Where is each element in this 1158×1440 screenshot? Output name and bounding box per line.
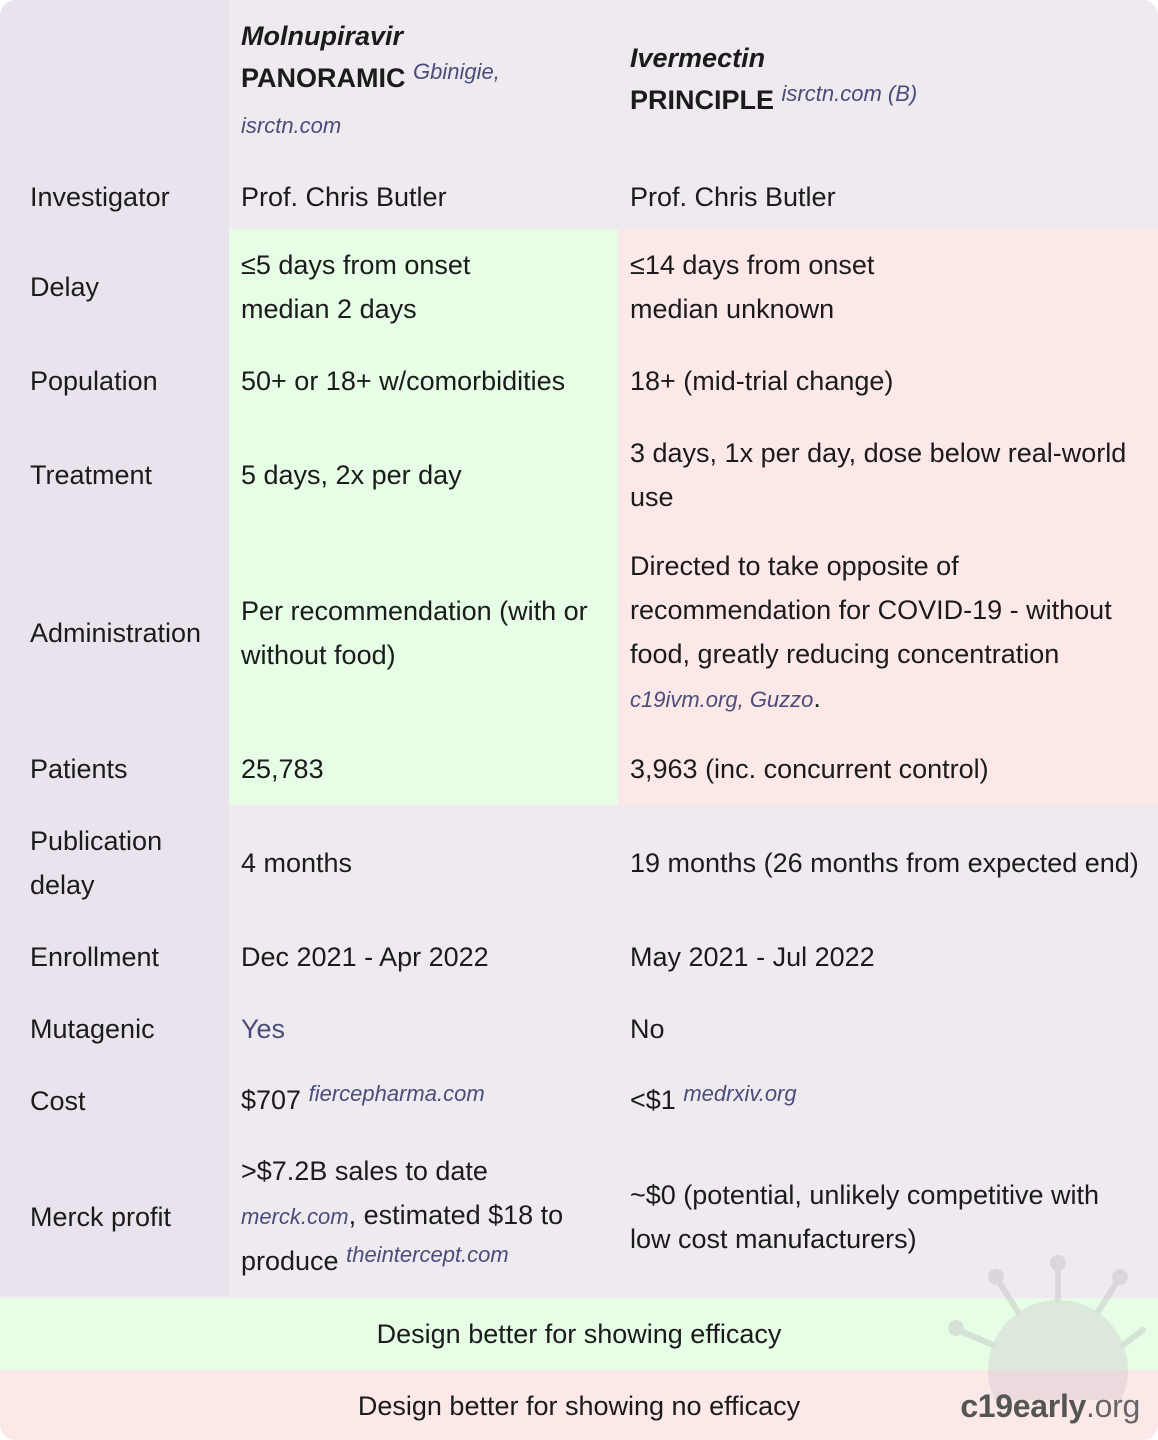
cell-left: Prof. Chris Butler: [229, 165, 618, 229]
cell-left: Per recommendation (with or without food): [229, 533, 618, 733]
ref-link[interactable]: Gbinigie,: [413, 59, 500, 84]
ref-link[interactable]: isrctn.com (B): [781, 81, 918, 106]
ref-link[interactable]: medrxiv.org: [683, 1081, 797, 1106]
brand-suffix: .org: [1086, 1388, 1140, 1424]
brand-main: c19early: [960, 1388, 1087, 1424]
cell-left: 4 months: [229, 805, 618, 921]
ref-link[interactable]: theintercept.com: [346, 1241, 509, 1267]
cell-left: Dec 2021 - Apr 2022: [229, 921, 618, 993]
cell-text: ≤14 days from onset: [630, 250, 875, 280]
brand-logo[interactable]: [960, 1388, 1140, 1425]
cell-left: 50+ or 18+ w/comorbidities: [229, 345, 618, 417]
drug-name-left: Molnupiravir: [241, 21, 404, 51]
row-label: Cost: [0, 1065, 229, 1137]
row-publication-delay: [0, 805, 1158, 921]
trial-name-right: PRINCIPLE: [630, 85, 775, 115]
row-investigator: [0, 165, 1158, 229]
cell-text: $707: [241, 1085, 302, 1115]
row-label: Merck profit: [0, 1137, 229, 1296]
row-label: Treatment: [0, 417, 229, 533]
cell-right: May 2021 - Jul 2022: [618, 921, 1158, 993]
cell-right: Prof. Chris Butler: [618, 165, 1158, 229]
row-delay: [0, 229, 1158, 345]
ref-link[interactable]: fiercepharma.com: [308, 1081, 485, 1106]
cell-text: median 2 days: [241, 294, 417, 324]
row-patients: [0, 733, 1158, 805]
ref-link[interactable]: merck.com: [241, 1203, 349, 1229]
virus-watermark-icon: [938, 1250, 1148, 1400]
row-cost: [0, 1065, 1158, 1137]
trial-name-left: PANORAMIC: [241, 63, 406, 93]
row-label: Mutagenic: [0, 993, 229, 1065]
cell-left: [229, 1065, 618, 1137]
row-treatment: [0, 417, 1158, 533]
cell-right: ~$0 (potential, unlikely competitive with low cost manufacturers): [618, 1137, 1158, 1296]
legend-green: Design better for showing efficacy: [0, 1298, 1158, 1370]
ref-link[interactable]: c19ivm.org, Guzzo: [630, 687, 814, 712]
row-label: Administration: [0, 533, 229, 733]
header-row: [0, 0, 1158, 165]
row-population: [0, 345, 1158, 417]
row-administration: [0, 533, 1158, 733]
header-left: [229, 0, 618, 165]
cell-right: No: [618, 993, 1158, 1065]
cell-text: >$7.2B sales to date: [241, 1155, 488, 1186]
cell-right: 18+ (mid-trial change): [618, 345, 1158, 417]
cell-right: [618, 1065, 1158, 1137]
cell-text: , estimated $18 to produce: [241, 1199, 564, 1276]
cell-text: median unknown: [630, 294, 835, 324]
row-label: Publication delay: [0, 805, 229, 921]
cell-left: 25,783: [229, 733, 618, 805]
cell-left: [229, 229, 618, 345]
cell-text: <$1: [630, 1085, 676, 1115]
cell-left: [229, 1137, 618, 1296]
legend-red: Design better for showing no efficacy: [0, 1370, 1158, 1440]
row-mutagenic: [0, 993, 1158, 1065]
ref-link[interactable]: isrctn.com: [241, 113, 342, 138]
cell-text: Directed to take opposite of recommendation for COVID-19 - without food, greatly reducing concentration: [630, 551, 1112, 669]
row-enrollment: [0, 921, 1158, 993]
cell-left[interactable]: Yes: [229, 993, 618, 1065]
row-label: Investigator: [0, 165, 229, 229]
cell-left: 5 days, 2x per day: [229, 417, 618, 533]
row-label: Delay: [0, 229, 229, 345]
row-label: Patients: [0, 733, 229, 805]
drug-name-right: Ivermectin: [630, 43, 766, 73]
cell-right: 3 days, 1x per day, dose below real-world use: [618, 417, 1158, 533]
cell-text: ≤5 days from onset: [241, 250, 471, 280]
row-label: Population: [0, 345, 229, 417]
header-right: [618, 0, 1158, 165]
cell-right: 19 months (26 months from expected end): [618, 805, 1158, 921]
cell-text: .: [813, 683, 821, 713]
row-label: Enrollment: [0, 921, 229, 993]
cell-right: [618, 229, 1158, 345]
cell-right: [618, 533, 1158, 733]
cell-right: 3,963 (inc. concurrent control): [618, 733, 1158, 805]
header-empty-cell: [0, 0, 229, 165]
